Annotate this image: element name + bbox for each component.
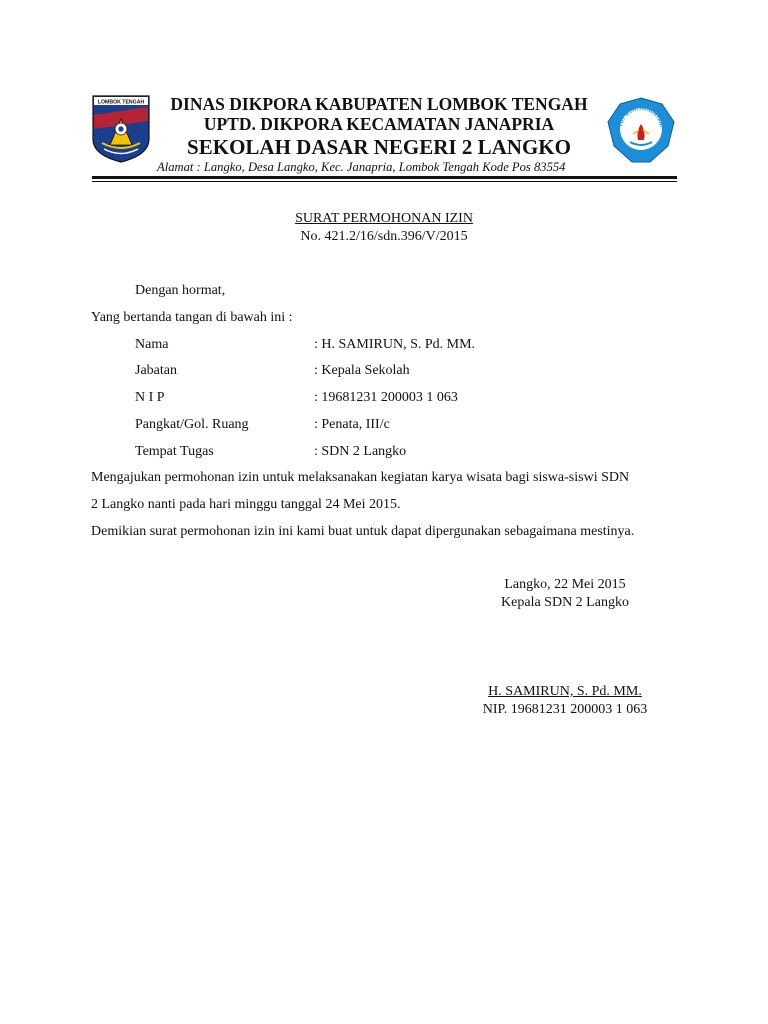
intro-line: Yang bertanda tangan di bawah ini : xyxy=(91,310,293,325)
emblem-banner-text: LOMBOK TENGAH xyxy=(97,99,145,106)
tut-wuri-arc-text: TUT WURI HANDAYANI xyxy=(618,105,664,128)
field-label-nama: Nama xyxy=(135,337,169,352)
signature-nip: NIP. 19681231 200003 1 063 xyxy=(482,702,648,717)
letter-number: No. 421.2/16/sdn.396/V/2015 xyxy=(300,229,468,244)
signature-name: H. SAMIRUN, S. Pd. MM. xyxy=(488,684,642,699)
school-name-heading: SEKOLAH DASAR NEGERI 2 LANGKO xyxy=(187,135,571,159)
field-value-pangkat: : Penata, III/c xyxy=(314,417,390,432)
field-label-tempat-tugas: Tempat Tugas xyxy=(135,444,214,459)
body-paragraph-line1: Mengajukan permohonan izin untuk melaksanakan kegiatan karya wisata bagi siswa-siswi SDN xyxy=(91,470,630,485)
signature-place-date: Langko, 22 Mei 2015 xyxy=(504,577,626,592)
field-value-jabatan: : Kepala Sekolah xyxy=(314,363,410,378)
letterhead-divider-thick xyxy=(92,176,677,179)
field-label-nip: N I P xyxy=(135,390,165,405)
field-value-nip: : 19681231 200003 1 063 xyxy=(314,390,458,405)
tut-wuri-handayani-logo xyxy=(606,96,676,164)
field-label-pangkat: Pangkat/Gol. Ruang xyxy=(135,417,249,432)
field-value-nama: : H. SAMIRUN, S. Pd. MM. xyxy=(314,337,476,352)
agency-heading: DINAS DIKPORA KABUPATEN LOMBOK TENGAH xyxy=(170,94,588,114)
lombok-tengah-emblem-logo xyxy=(92,95,150,163)
school-address: Alamat : Langko, Desa Langko, Kec. Janapria, Lombok Tengah Kode Pos 83554 xyxy=(157,160,566,174)
signature-position: Kepala SDN 2 Langko xyxy=(501,595,629,610)
field-value-tempat-tugas: : SDN 2 Langko xyxy=(314,444,407,459)
body-paragraph-line2: 2 Langko nanti pada hari minggu tanggal 24 Mei 2015. xyxy=(91,497,401,512)
greeting: Dengan hormat, xyxy=(135,283,226,298)
field-label-jabatan: Jabatan xyxy=(135,363,177,378)
letterhead-divider-thin xyxy=(92,181,677,182)
letter-title: SURAT PERMOHONAN IZIN xyxy=(295,211,473,226)
uptd-heading: UPTD. DIKPORA KECAMATAN JANAPRIA xyxy=(203,114,555,134)
closing-paragraph: Demikian surat permohonan izin ini kami buat untuk dapat dipergunakan sebagaimana mestinya. xyxy=(91,524,635,539)
